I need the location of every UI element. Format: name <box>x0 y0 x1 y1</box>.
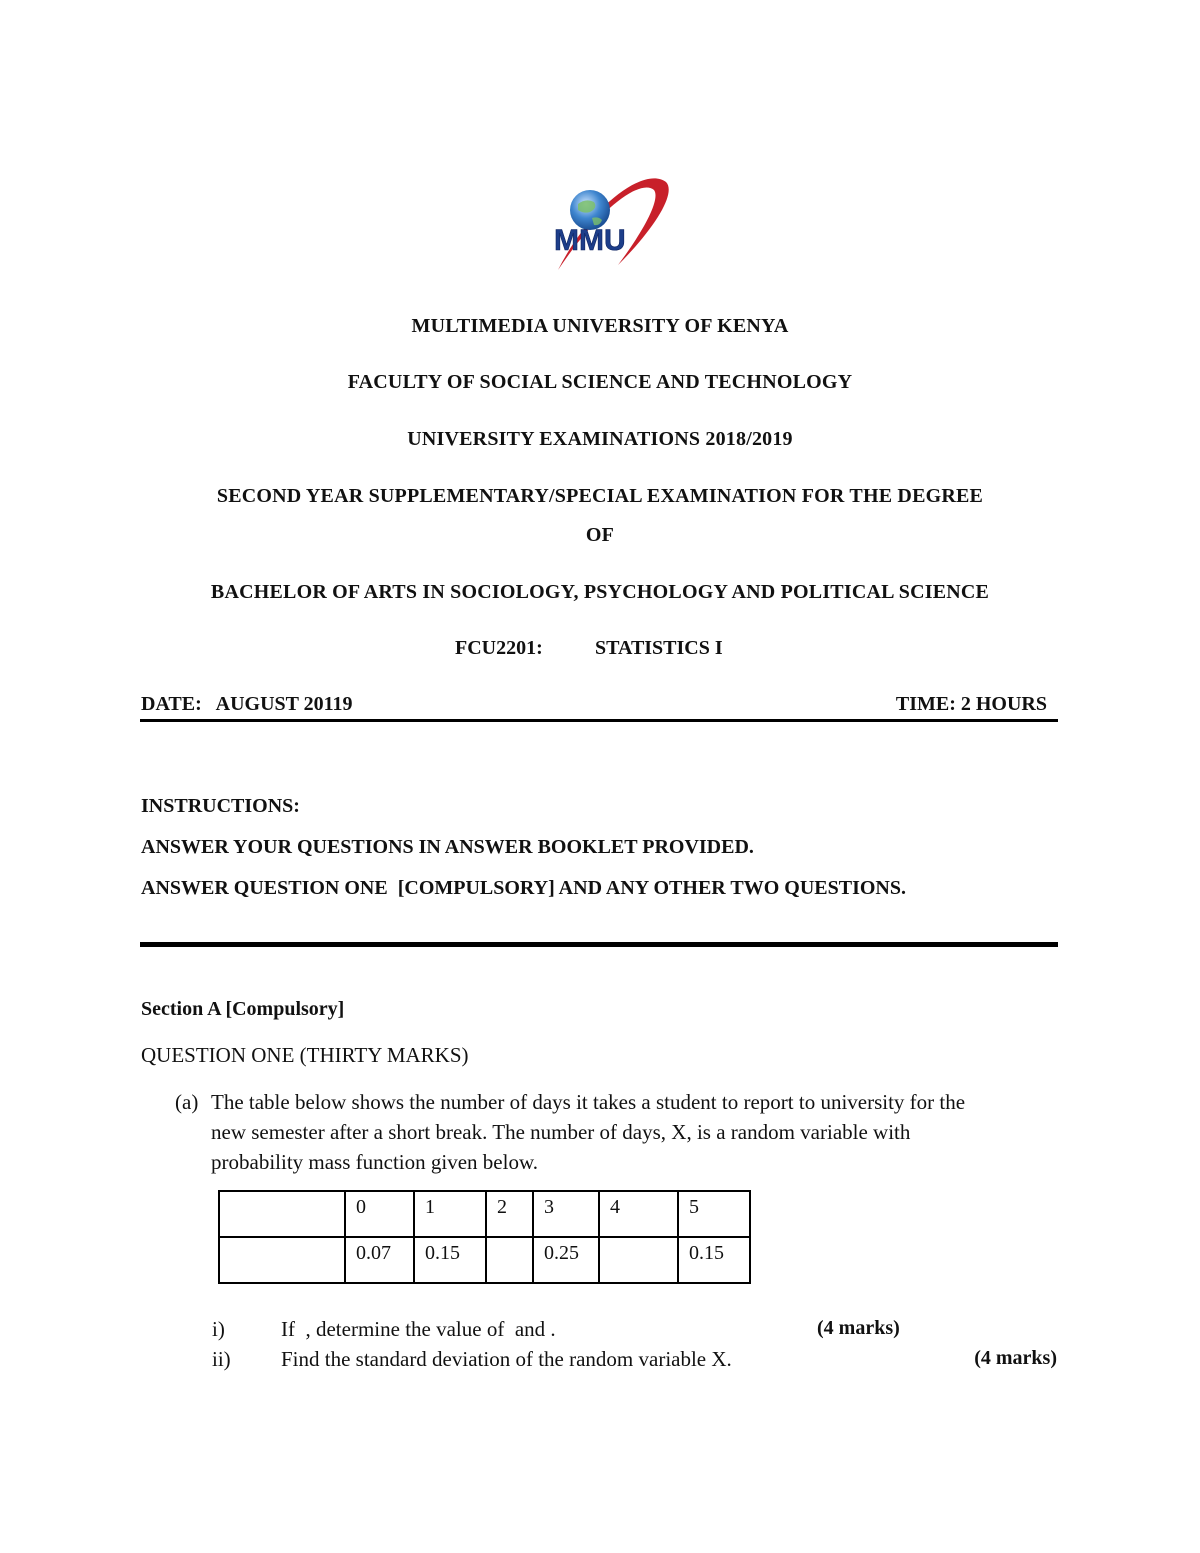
table-cell: 5 <box>678 1191 750 1237</box>
item-number-i: i) <box>212 1317 225 1341</box>
course-name: STATISTICS I <box>595 637 723 659</box>
exam-session: UNIVERSITY EXAMINATIONS 2018/2019 <box>407 428 793 450</box>
table-cell: 0.25 <box>533 1237 599 1283</box>
table-cell <box>219 1237 345 1283</box>
table-cell: 0 <box>345 1191 414 1237</box>
table-cell: 0.15 <box>678 1237 750 1283</box>
course-code: FCU2201: <box>455 637 543 659</box>
instruction-line-1: ANSWER YOUR QUESTIONS IN ANSWER BOOKLET PROVIDED. <box>141 836 754 858</box>
exam-type-of: OF <box>585 524 615 546</box>
instructions-divider <box>140 942 1058 947</box>
table-cell: 0.15 <box>414 1237 486 1283</box>
table-cell <box>219 1191 345 1237</box>
part-a-text-line-3: probability mass function given below. <box>211 1150 538 1174</box>
logo-text: MMU <box>554 224 626 257</box>
item-text-ii: Find the standard deviation of the random variable X. <box>281 1347 732 1371</box>
instructions-heading: INSTRUCTIONS: <box>141 795 300 817</box>
question-title: QUESTION ONE (THIRTY MARKS) <box>141 1043 469 1067</box>
table-row <box>219 1191 750 1237</box>
exam-date: DATE: AUGUST 20119 <box>141 693 353 715</box>
part-a-text-line-2: new semester after a short break. The number of days, X, is a random variable with <box>211 1120 911 1144</box>
part-a-text-line-1: The table below shows the number of days it takes a student to report to university for the <box>211 1090 966 1114</box>
exam-time: TIME: 2 HOURS <box>895 693 1047 715</box>
pmf-table <box>218 1190 751 1284</box>
item-text-i: If , determine the value of and . <box>281 1317 556 1341</box>
faculty-name: FACULTY OF SOCIAL SCIENCE AND TECHNOLOGY <box>347 371 853 393</box>
mmu-logo-graphic <box>548 170 678 280</box>
item-marks-i: (4 marks) <box>817 1317 900 1339</box>
item-number-ii: ii) <box>212 1347 231 1371</box>
university-name: MULTIMEDIA UNIVERSITY OF KENYA <box>411 315 789 337</box>
table-cell <box>599 1237 678 1283</box>
table-cell: 3 <box>533 1191 599 1237</box>
degree-name: BACHELOR OF ARTS IN SOCIOLOGY, PSYCHOLOGY AND POLITICAL SCIENCE <box>210 581 990 603</box>
table-row <box>219 1237 750 1283</box>
university-logo <box>548 170 678 280</box>
section-title: Section A [Compulsory] <box>141 998 345 1020</box>
table-cell: 1 <box>414 1191 486 1237</box>
instruction-line-2: ANSWER QUESTION ONE [COMPULSORY] AND ANY OTHER TWO QUESTIONS. <box>141 877 906 899</box>
item-marks-ii: (4 marks) <box>974 1347 1057 1369</box>
part-a-label: (a) <box>175 1090 199 1114</box>
table-cell: 0.07 <box>345 1237 414 1283</box>
table-cell: 4 <box>599 1191 678 1237</box>
exam-type: SECOND YEAR SUPPLEMENTARY/SPECIAL EXAMINATION FOR THE DEGREE <box>216 485 984 507</box>
header-divider <box>140 719 1058 722</box>
table-cell <box>486 1237 533 1283</box>
table-cell: 2 <box>486 1191 533 1237</box>
